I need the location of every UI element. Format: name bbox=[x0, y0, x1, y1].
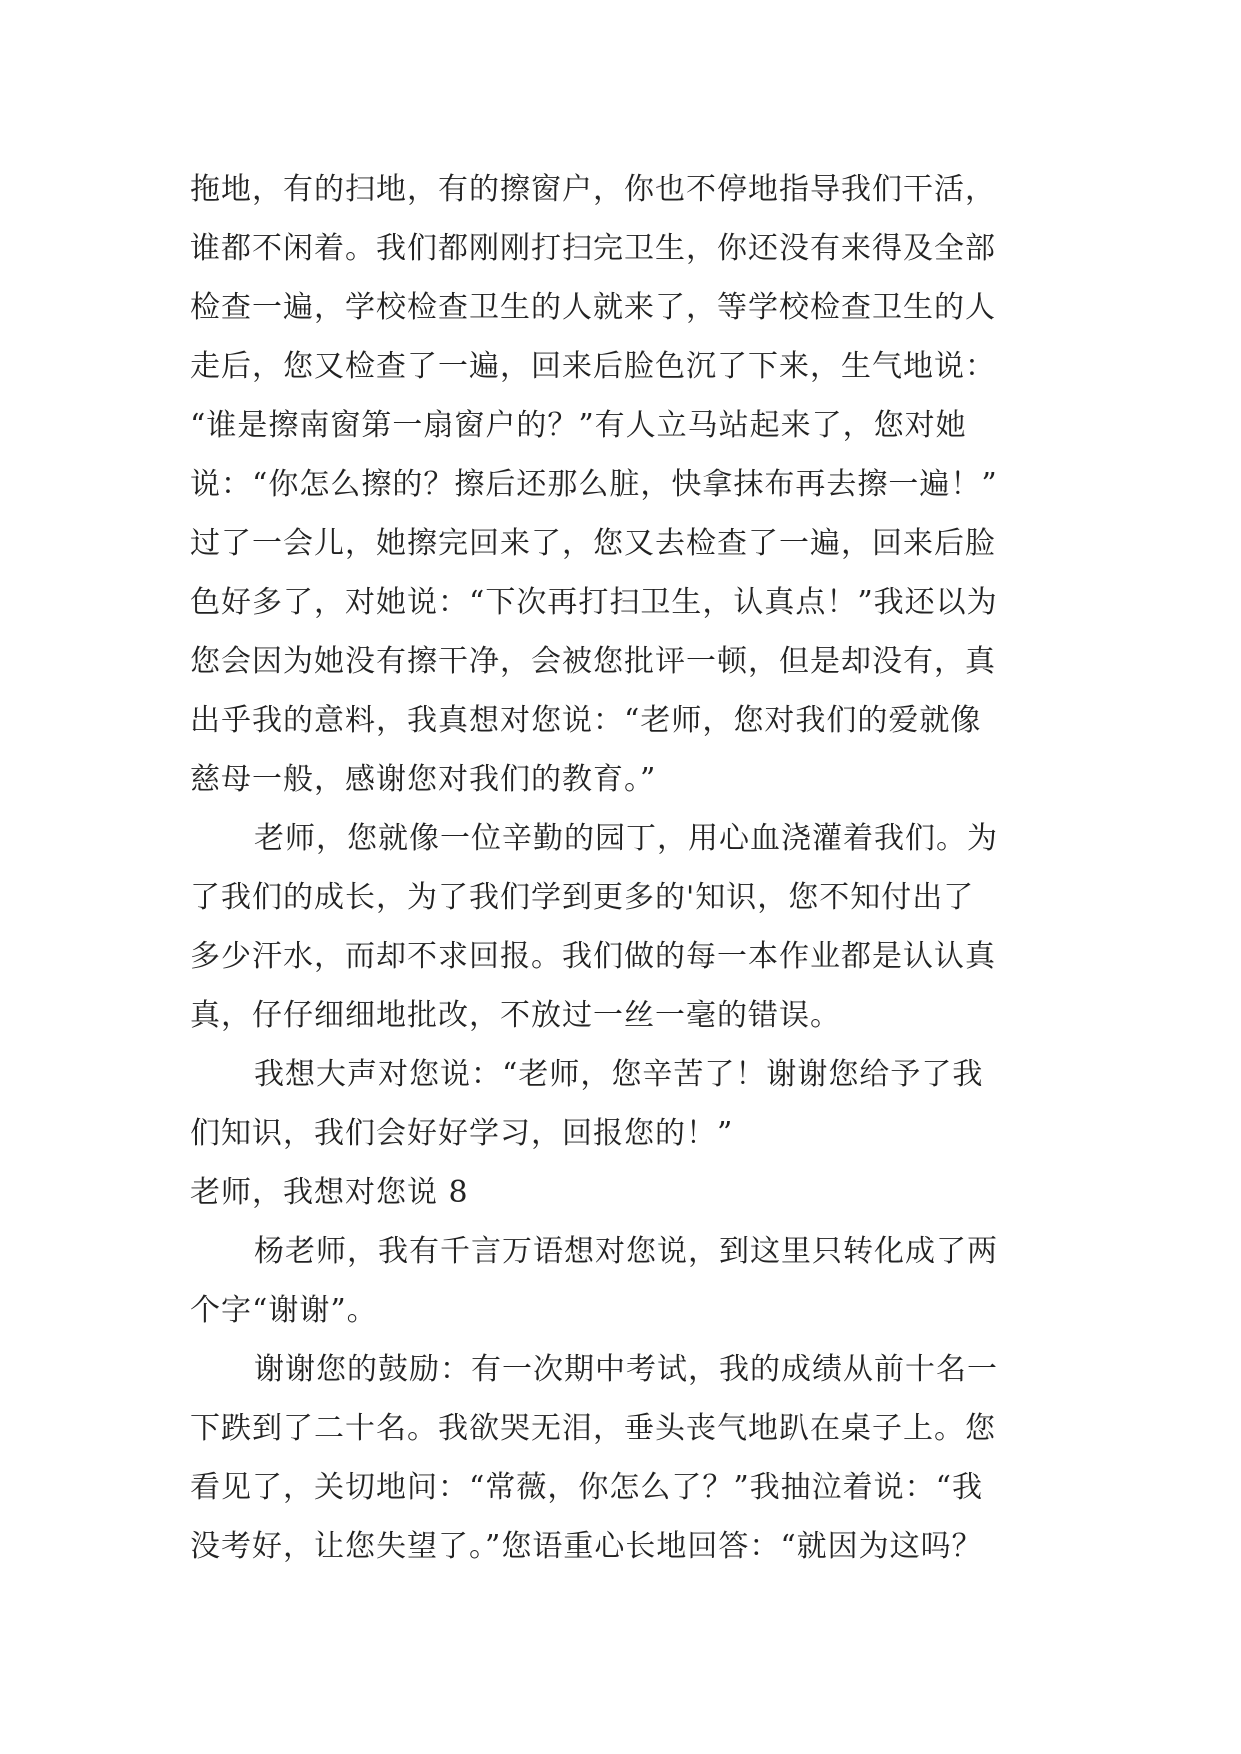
paragraph-start-line: 谢谢您的鼓励：有一次期中考试，我的成绩从前十名一 bbox=[254, 1352, 998, 1387]
text-line: 色好多了，对她说：“下次再打扫卫生，认真点！”我还以为 bbox=[190, 585, 998, 620]
paragraph-start-line: 老师，您就像一位辛勤的园丁，用心血浇灌着我们。为 bbox=[254, 821, 998, 856]
text-line: 走后，您又检查了一遍，回来后脸色沉了下来，生气地说： bbox=[190, 349, 996, 384]
text-line: 多少汗水，而却不求回报。我们做的每一本作业都是认认真 bbox=[190, 939, 996, 974]
text-line: 看见了，关切地问：“常薇，你怎么了？”我抽泣着说：“我 bbox=[190, 1470, 984, 1505]
document-body bbox=[190, 160, 1055, 1576]
text-line: 拖地，有的扫地，有的擦窗户，你也不停地指导我们干活， bbox=[190, 172, 996, 207]
text-line: 们知识，我们会好好学习，回报您的！” bbox=[190, 1116, 734, 1151]
paragraph-start-line: 杨老师，我有千言万语想对您说，到这里只转化成了两 bbox=[254, 1234, 998, 1269]
text-line: 个字“谢谢”。 bbox=[190, 1293, 378, 1328]
text-line: 真，仔仔细细地批改，不放过一丝一毫的错误。 bbox=[190, 998, 841, 1033]
section-heading: 老师，我想对您说 8 bbox=[190, 1175, 469, 1210]
text-line: “谁是擦南窗第一扇窗户的？”有人立马站起来了，您对她 bbox=[190, 408, 967, 443]
text-line: 谁都不闲着。我们都刚刚打扫完卫生，你还没有来得及全部 bbox=[190, 231, 996, 266]
text-line: 过了一会儿，她擦完回来了，您又去检查了一遍，回来后脸 bbox=[190, 526, 996, 561]
paragraph-start-line: 我想大声对您说：“老师，您辛苦了！谢谢您给予了我 bbox=[254, 1057, 984, 1092]
text-line: 没考好，让您失望了。”您语重心长地回答：“就因为这吗？ bbox=[190, 1529, 983, 1564]
text-line: 出乎我的意料，我真想对您说：“老师，您对我们的爱就像 bbox=[190, 703, 982, 738]
text-line: 检查一遍，学校检查卫生的人就来了，等学校检查卫生的人 bbox=[190, 290, 996, 325]
text-line: 下跌到了二十名。我欲哭无泪，垂头丧气地趴在桌子上。您 bbox=[190, 1411, 996, 1446]
text-line: 您会因为她没有擦干净，会被您批评一顿，但是却没有，真 bbox=[190, 644, 996, 679]
text-line: 慈母一般，感谢您对我们的教育。” bbox=[190, 762, 657, 797]
text-line: 说：“你怎么擦的？擦后还那么脏，快拿抹布再去擦一遍！” bbox=[190, 467, 998, 502]
text-line: 了我们的成长，为了我们学到更多的'知识，您不知付出了 bbox=[190, 880, 975, 915]
